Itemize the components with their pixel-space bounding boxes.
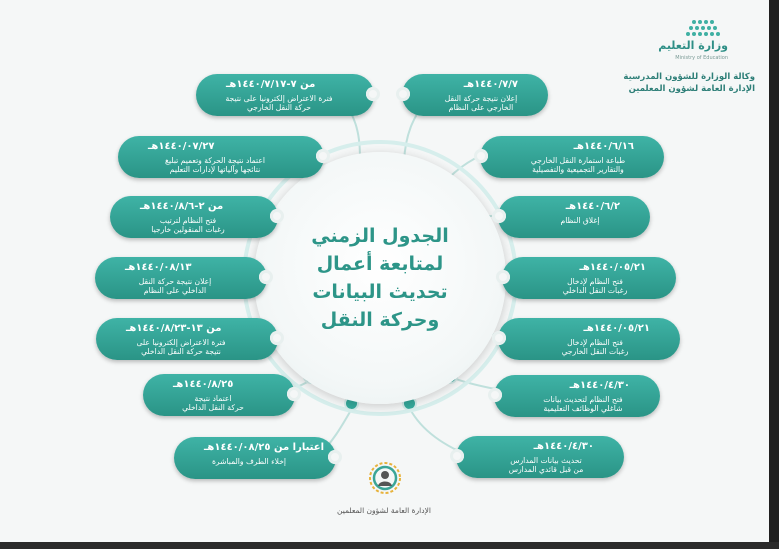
card-description [528, 277, 662, 295]
card-end-cap [496, 270, 510, 284]
timeline-card [494, 375, 660, 417]
card-end-cap [366, 87, 380, 101]
card-date: ١٤٤٠/٦/٢هـ [565, 201, 620, 212]
card-description [520, 395, 646, 413]
agency-line-2: الإدارة العامة لشؤون المعلمين [628, 84, 755, 94]
footer-caption: الإدارة العامة لشؤون المعلمين [337, 506, 431, 515]
card-date: ١٤٤٠/٠٨/١٣هـ [125, 262, 192, 273]
card-end-cap [259, 270, 273, 284]
card-end-cap [492, 331, 506, 345]
card-desc-line-2: رغبات النقل الخارجي [561, 347, 629, 356]
card-end-cap [492, 209, 506, 223]
card-end-cap [488, 388, 502, 402]
card-date: من ٢-١٤٤٠/٨/٦هـ [140, 201, 224, 212]
right-frame [769, 0, 779, 549]
card-desc-line-1: إخلاء الطرف والمباشرة [211, 457, 287, 466]
timeline-card [96, 318, 278, 360]
card-desc-line-1: إعلان نتيجة حركة النقل [444, 94, 518, 103]
card-date: ١٤٤٠/٤/٣٠هـ [569, 380, 630, 391]
card-desc-line-1: فتح النظام لإدخال [567, 277, 623, 286]
card-date: اعتبارا من ١٤٤٠/٠٨/٢٥هـ [204, 442, 325, 453]
card-desc-line-1: إعلان نتيجة حركة النقل [138, 277, 212, 286]
card-end-cap [474, 149, 488, 163]
card-end-cap [316, 149, 330, 163]
card-desc-line-2: حركة النقل الخارجي [246, 103, 312, 112]
card-description [110, 338, 252, 356]
title-line-4: وحركة النقل [320, 309, 440, 331]
ministry-name: وزارة التعليم [658, 39, 728, 52]
timeline-card [402, 74, 548, 116]
card-end-cap [450, 449, 464, 463]
card-desc-line-1: اعتماد نتيجة [194, 394, 232, 403]
card-end-cap [270, 331, 284, 345]
card-desc-line-2: من قبل قائدي المدارس [508, 465, 584, 474]
timeline-card [456, 436, 624, 478]
card-desc-line-1: فتح النظام لترتيب [159, 216, 217, 225]
card-description [524, 338, 666, 356]
card-description [124, 216, 252, 234]
card-description [109, 277, 241, 295]
card-description [210, 94, 348, 112]
card-date: ١٤٤٠/٠٥/٢١هـ [579, 262, 646, 273]
title-line-1: الجدول الزمني [311, 225, 449, 247]
card-end-cap [287, 387, 301, 401]
card-desc-line-2: رغبات المنقولين خارجيا [151, 225, 225, 234]
card-date: ١٤٤٠/٨/٢٥هـ [173, 379, 234, 390]
timeline-card [143, 374, 295, 416]
card-date: ١٤٤٠/٠٥/٢١هـ [583, 323, 650, 334]
card-end-cap [270, 209, 284, 223]
card-desc-line-1: فترة الاعتراض إلكترونيا على [136, 338, 226, 347]
card-desc-line-2: رغبات النقل الداخلي [562, 286, 628, 295]
card-desc-line-2: شاغلي الوظائف التعليمية [543, 404, 623, 413]
card-date: من ٧-١٤٤٠/٧/١٧هـ [226, 79, 316, 90]
card-description [428, 94, 534, 112]
page-title [272, 222, 488, 334]
card-desc-line-2: الداخلي على النظام [143, 286, 207, 295]
title-line-2: لمتابعة أعمال [316, 253, 444, 275]
card-desc-line-2: حركة النقل الداخلي [182, 403, 244, 412]
card-desc-line-1: تحديث بيانات المدارس [510, 456, 582, 465]
timeline-card [174, 437, 336, 479]
card-date: ١٤٤٠/٦/١٦هـ [573, 141, 634, 152]
card-description [524, 216, 636, 225]
card-desc-line-2: نتائجها وآلياتها لإدارات التعليم [169, 165, 261, 174]
agency-line-1: وكالة الوزارة للشؤون المدرسية [623, 72, 755, 82]
card-desc-line-2: نتيجة حركة النقل الداخلي [141, 347, 221, 356]
timeline-card [118, 136, 324, 178]
card-desc-line-1: فتح النظام لإدخال [567, 338, 623, 347]
card-date: ١٤٤٠/٠٧/٢٧هـ [148, 141, 215, 152]
card-date: من ١٣-١٤٤٠/٨/٢٣هـ [126, 323, 222, 334]
card-date: ١٤٤٠/٧/٧هـ [463, 79, 518, 90]
card-desc-line-2: الخارجي على النظام [448, 103, 514, 112]
ministry-name-en: Ministry of Education [675, 55, 728, 61]
card-end-cap [396, 87, 410, 101]
timeline-card [196, 74, 374, 116]
timeline-card [498, 196, 650, 238]
title-line-3: تحديث البيانات [312, 281, 448, 303]
card-desc-line-1: فترة الاعتراض إلكترونيا على نتيجة [225, 94, 333, 103]
timeline-card [498, 318, 680, 360]
timeline-card [502, 257, 676, 299]
card-desc-line-1: طباعة استمارة النقل الخارجي [530, 156, 626, 165]
timeline-card [480, 136, 664, 178]
card-description [188, 457, 310, 466]
card-description [506, 156, 650, 174]
card-desc-line-1: فتح النظام لتحديث بيانات [543, 395, 623, 404]
teachers-affairs-logo-icon [369, 462, 401, 494]
card-description [482, 456, 610, 474]
card-desc-line-1: اعتماد نتيجة الحركة وتعميم تبليغ [165, 156, 265, 165]
timeline-card [110, 196, 278, 238]
card-date: ١٤٤٠/٤/٣٠هـ [533, 441, 594, 452]
card-end-cap [328, 450, 342, 464]
bottom-frame [0, 542, 779, 549]
card-description [157, 394, 269, 412]
card-desc-line-2: والتقارير التجميعية والتفصيلية [532, 165, 624, 174]
card-description [132, 156, 298, 174]
timeline-card [95, 257, 267, 299]
card-desc-line-1: إغلاق النظام [560, 216, 600, 225]
